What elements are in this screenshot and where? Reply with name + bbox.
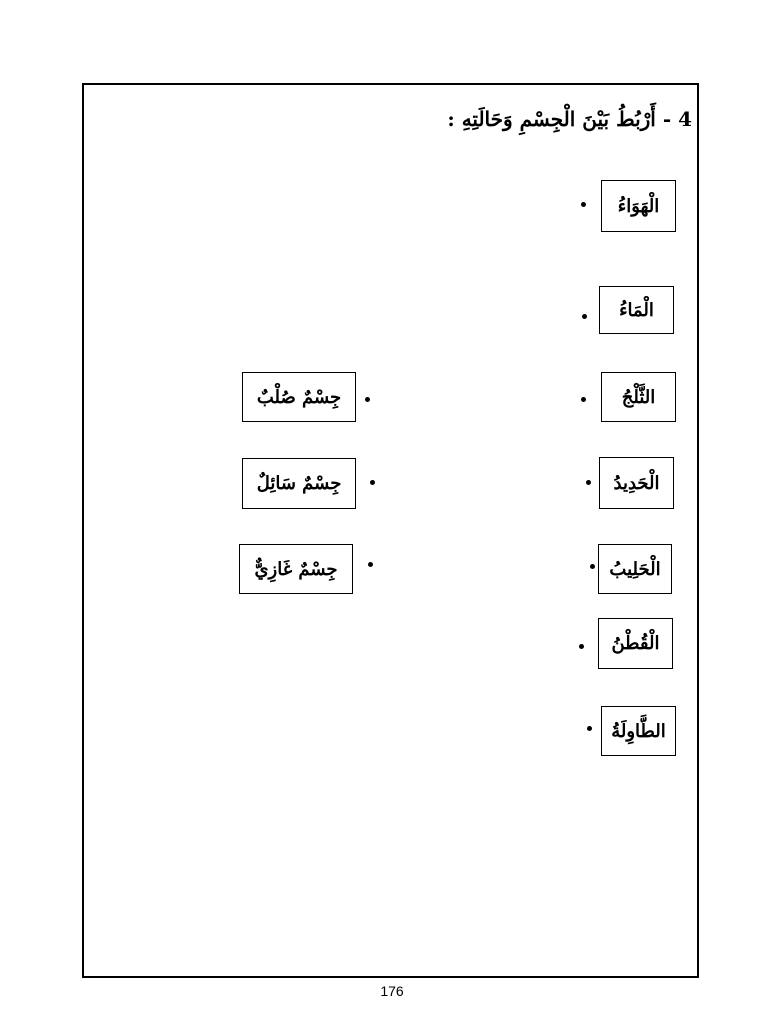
state-box-liquid[interactable]: جِسْمٌ سَائِلٌ [242, 458, 356, 509]
object-box-cotton[interactable]: الْقُطْنُ [598, 618, 673, 669]
connector-dot-milk[interactable] [590, 564, 595, 569]
connector-dot-air[interactable] [581, 202, 586, 207]
exercise-title: 4 - أَرْبُطُ بَيْنَ الْجِسْمِ وَحَالَتِهِ : [447, 107, 692, 131]
connector-dot-liquid[interactable] [370, 480, 375, 485]
object-box-ice[interactable]: الثَّلْجُ [601, 372, 676, 422]
object-box-milk[interactable]: الْحَلِيبُ [598, 544, 672, 594]
connector-dot-cotton[interactable] [579, 644, 584, 649]
connector-dot-ice[interactable] [581, 397, 586, 402]
connector-dot-solid[interactable] [365, 397, 370, 402]
connector-dot-table[interactable] [587, 726, 592, 731]
state-box-solid[interactable]: جِسْمٌ صُلْبٌ [242, 372, 356, 422]
connector-dot-water[interactable] [582, 314, 587, 319]
connector-dot-iron[interactable] [586, 480, 591, 485]
object-box-air[interactable]: الْهَوَاءُ [601, 180, 676, 232]
object-box-table[interactable]: الطَّاوِلَةُ [601, 706, 676, 756]
object-box-water[interactable]: الْمَاءُ [599, 286, 674, 334]
state-box-gas[interactable]: جِسْمٌ غَازِيٌّ [239, 544, 353, 594]
connector-dot-gas[interactable] [368, 562, 373, 567]
object-box-iron[interactable]: الْحَدِيدُ [599, 457, 674, 509]
page-number: 176 [380, 983, 404, 999]
